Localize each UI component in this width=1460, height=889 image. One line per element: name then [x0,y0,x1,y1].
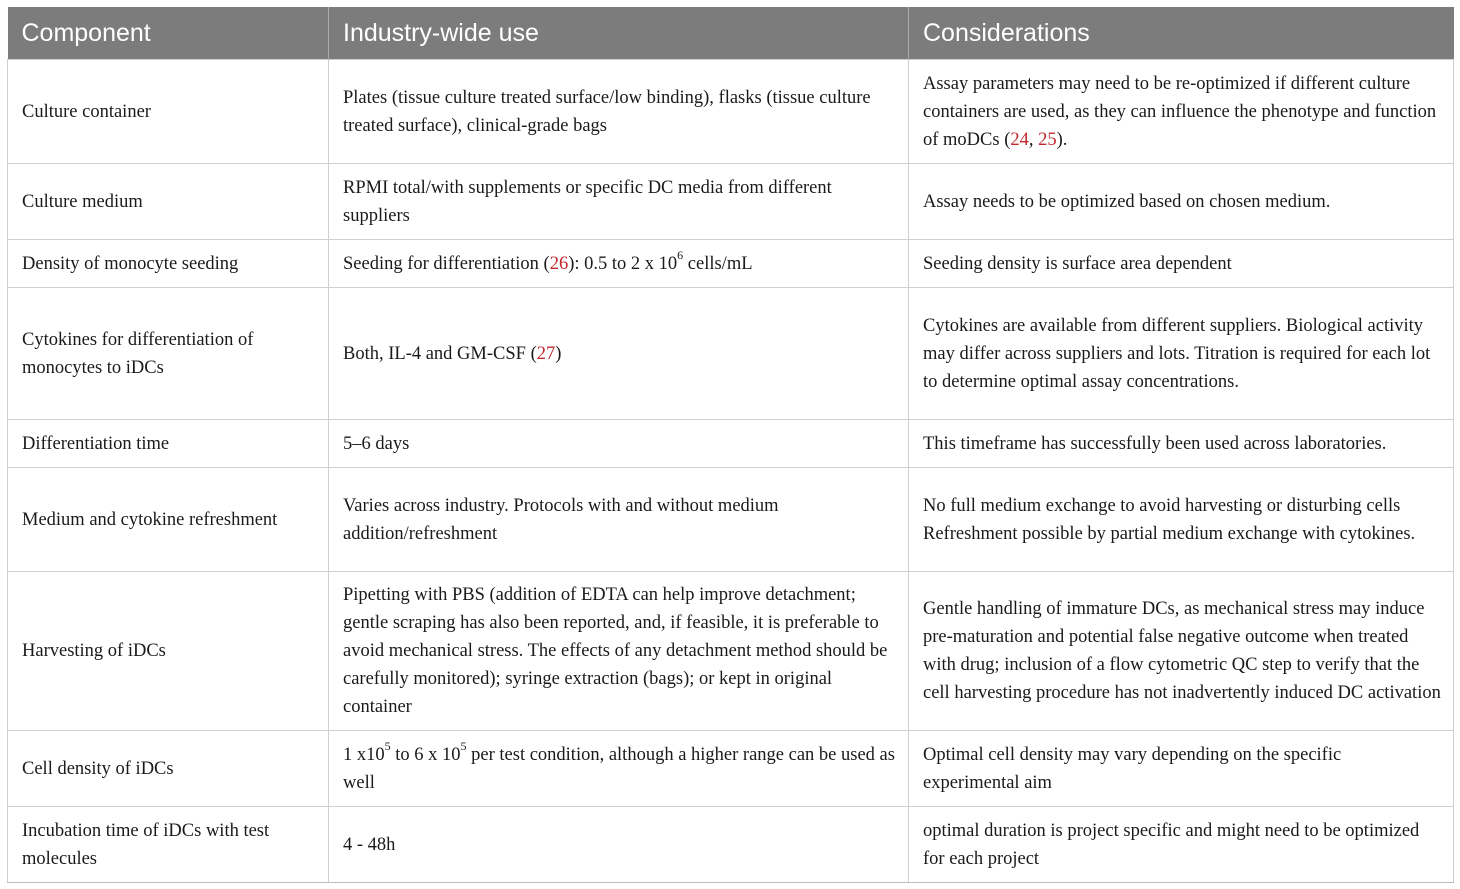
cell-component: Culture container [8,60,329,164]
cell-considerations: Gentle handling of immature DCs, as mechanical stress may induce pre-maturation and potential false negative outcome when treated with drug; inclusion of a flow cytometric QC step to verify that the cell harvesting procedure has not inadvertently induced DC activation [909,572,1454,731]
cell-industry-wide-use: Pipetting with PBS (addition of EDTA can help improve detachment; gentle scraping has also been reported, and, if feasible, it is preferable to avoid mechanical stress. The effects of any detachment method should be carefully monitored); syringe extraction (bags); or kept in original container [329,572,909,731]
cell-component: Incubation time of iDCs with test molecules [8,807,329,883]
reference-link[interactable]: 25 [1038,129,1057,150]
text: cells/mL [683,253,753,274]
cell-industry-wide-use [329,288,909,420]
table-row [8,807,1454,883]
superscript: 5 [384,739,391,754]
table-header [8,7,1454,60]
reference-link[interactable]: 27 [536,343,556,364]
table-row [8,288,1454,420]
data-table [7,7,1454,883]
cell-component: Cytokines for differentiation of monocytes to iDCs [8,288,329,420]
cell-industry-wide-use: Plates (tissue culture treated surface/low binding), flasks (tissue culture treated surface), clinical-grade bags [329,60,909,164]
header-row [8,7,1454,60]
table-row [8,420,1454,468]
cell-component: Harvesting of iDCs [8,572,329,731]
cell-considerations: This timeframe has successfully been used across laboratories. [909,420,1454,468]
cell-industry-wide-use [329,731,909,807]
cell-considerations: Assay needs to be optimized based on chosen medium. [909,164,1454,240]
text: ) [555,343,562,364]
cell-component: Culture medium [8,164,329,240]
cell-component: Medium and cytokine refreshment [8,468,329,572]
cell-component: Density of monocyte seeding [8,240,329,288]
text: Assay parameters may need to be re-optimized if different culture containers are used, as they can influence the phenotype and function of moDCs ( [923,73,1437,150]
cell-considerations [909,60,1454,164]
table-row [8,468,1454,572]
cell-industry-wide-use: 4 - 48h [329,807,909,883]
cell-considerations: optimal duration is project specific and might need to be optimized for each project [909,807,1454,883]
text: ). [1056,129,1068,150]
cell-considerations: Seeding density is surface area dependent [909,240,1454,288]
data-table-container [7,7,1453,883]
cell-considerations: No full medium exchange to avoid harvesting or disturbing cells Refreshment possible by partial medium exchange with cytokines. [909,468,1454,572]
text: to 6 x 10 [390,744,461,765]
table-body [8,60,1454,883]
header-component: Component [8,7,329,60]
superscript: 5 [460,739,467,754]
reference-link[interactable]: 24 [1010,129,1029,150]
text: , [1028,129,1039,150]
cell-industry-wide-use [329,240,909,288]
header-considerations: Considerations [909,7,1454,60]
superscript: 6 [677,248,684,263]
table-row [8,731,1454,807]
reference-link[interactable]: 26 [549,253,569,274]
text: 1 x10 [343,744,385,765]
cell-industry-wide-use: RPMI total/with supplements or specific DC media from different suppliers [329,164,909,240]
cell-industry-wide-use: 5–6 days [329,420,909,468]
cell-industry-wide-use: Varies across industry. Protocols with and without medium addition/refreshment [329,468,909,572]
table-row [8,572,1454,731]
text: Seeding for differentiation ( [343,253,550,274]
table-row [8,240,1454,288]
cell-considerations: Optimal cell density may vary depending on the specific experimental aim [909,731,1454,807]
text: per test condition, although a higher range can be used as well [343,744,895,793]
table-row [8,60,1454,164]
cell-component: Differentiation time [8,420,329,468]
cell-considerations: Cytokines are available from different suppliers. Biological activity may differ across suppliers and lots. Titration is required for each lot to determine optimal assay concentrations. [909,288,1454,420]
cell-component: Cell density of iDCs [8,731,329,807]
text: Both, IL-4 and GM-CSF ( [343,343,537,364]
header-industry-wide-use: Industry-wide use [329,7,909,60]
text: ): 0.5 to 2 x 10 [568,253,678,274]
table-row [8,164,1454,240]
